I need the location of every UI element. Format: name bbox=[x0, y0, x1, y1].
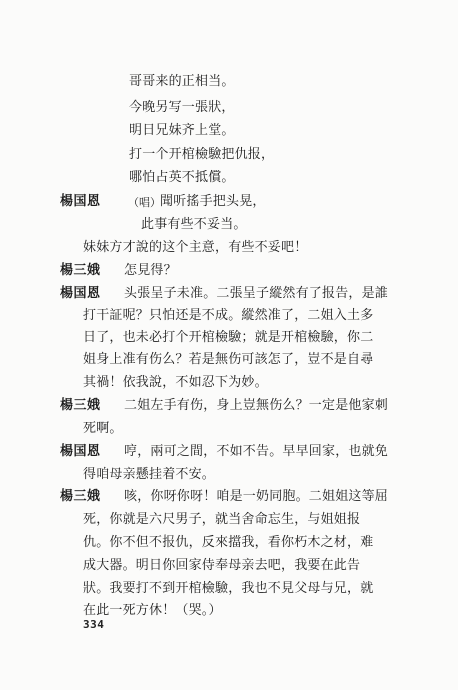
verse-line: 今晚另写一張狀， bbox=[129, 100, 235, 115]
verse-line: 此事有些不妥当。 bbox=[141, 217, 247, 232]
dialogue-line: 成大器。明日你回家侍奉母亲去吧，我要在此告 bbox=[83, 558, 361, 573]
speaker-name: 楊三娥 bbox=[60, 489, 101, 504]
stage-direction: （唱） bbox=[128, 196, 161, 209]
speaker-name: 楊国恩 bbox=[60, 286, 101, 301]
dialogue-line: 在此一死方休！（哭。） bbox=[83, 603, 222, 618]
speaker-name: 楊三娥 bbox=[60, 263, 101, 278]
dialogue-line: 日了，也未必打个开棺檢驗；就是开棺檢驗，你二 bbox=[83, 330, 374, 345]
dialogue-line: 头張呈子未准。二張呈子縱然有了报告，是誰 bbox=[124, 286, 389, 301]
verse-line: 哪怕占英不抵償。 bbox=[129, 170, 235, 185]
dialogue-line: 二姐左手有伤，身上豈無伤么？一定是他家刺 bbox=[124, 398, 389, 413]
dialogue-line: 死啊。 bbox=[83, 421, 123, 436]
dialogue-line: 死，你就是六尺男子，就当舍命忘生，与姐姐报 bbox=[83, 512, 361, 527]
speaker-name: 楊三娥 bbox=[60, 398, 101, 413]
verse-line: 打一个开棺檢驗把仇报， bbox=[129, 147, 275, 162]
dialogue-line: 妹妹方才說的这个主意，有些不妥吧！ bbox=[83, 240, 308, 255]
verse-line: 聞听搖手把头晃， bbox=[160, 194, 266, 209]
verse-line: 哥哥来的正相当。 bbox=[129, 74, 235, 89]
dialogue-line: 咳，你呀你呀！咱是一奶同胞。二姐姐这等屈 bbox=[124, 489, 389, 504]
dialogue-line: 得咱母亲懸挂着不安。 bbox=[83, 467, 216, 482]
dialogue-line: 仇。你不但不报仇，反來擋我，看你朽木之材，难 bbox=[83, 535, 374, 550]
dialogue-line: 哼，兩可之間，不如不告。早早回家，也就免 bbox=[124, 444, 389, 459]
speaker-name: 楊国恩 bbox=[60, 194, 101, 209]
dialogue-line: 其禍！依我說，不如忍下为妙。 bbox=[83, 375, 268, 390]
dialogue-line: 狀。我要打不到开棺檢驗，我也不見父母与兄，就 bbox=[83, 581, 374, 596]
verse-line: 明日兄妹齐上堂。 bbox=[129, 123, 235, 138]
speaker-name: 楊国恩 bbox=[60, 444, 101, 459]
page-number: 334 bbox=[83, 618, 105, 631]
dialogue-line: 姐身上准有伤么？若是無伤可該怎了，豈不是自尋 bbox=[83, 352, 374, 367]
dialogue-line: 怎見得？ bbox=[124, 263, 177, 278]
dialogue-line: 打干証呢？只怕还是不成。縱然准了，二姐入土多 bbox=[83, 308, 374, 323]
